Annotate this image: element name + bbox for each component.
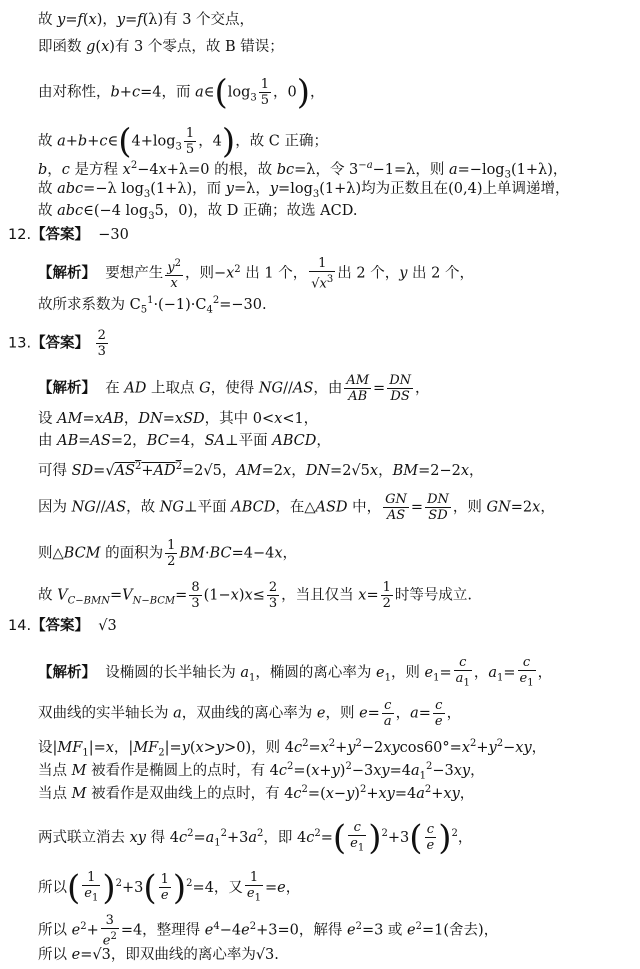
- text-line: 即函数 g(x)有 3 个零点，故 B 错误；: [38, 39, 284, 55]
- text-line: 设 AM=xAB，DN=xSD，其中 0<x<1，: [38, 411, 319, 427]
- text-line: 两式联立消去 xy 得 $4c^2=a_1^2+3a^2$，即 $4c^2=$( $\frac{c}{e_1}$ )$^2$+3( $\frac{c}{e}$ )$^2$，: [38, 817, 473, 858]
- text-line: 【解析】 要想产生 $\frac{y^2}{x}$ ，则$-x^2$ 出 1 个， $\frac{1}{√x^3}$ 出 2 个，y 出 2 个，: [38, 256, 474, 292]
- text-line: 设$|MF_1|=x$，$|MF_2|=y(x>y>0)$，则 $4c^2=x^2+y^2-2xycos60^\circ=x^2+y^2-xy$，: [38, 738, 547, 759]
- text-line: 14.【答案】 √3: [8, 618, 117, 634]
- text-line: 双曲线的实半轴长为 a，双曲线的离心率为 e，则 e= $\frac{c}{a}$ ，a= $\frac{c}{e}$ ，: [38, 698, 462, 729]
- text-line: 所以 e=√3，即双曲线的离心率为√3.: [38, 947, 279, 963]
- text-line: 由对称性，b+c=4，而 $a\in(\log_3$ $\frac{1}{5}$ ，0)，: [38, 72, 325, 113]
- text-line: 故 abc=−λ $\log_3(1+\lambda)$，而 y=λ，$y=\log_3(1+\lambda)$均为正数且在(0,4)上单调递增，: [38, 181, 570, 200]
- text-line: 当点 M 被看作是椭圆上的点时，有 $4c^2=(x+y)^2-3xy=4a_1^2-3xy$，: [38, 761, 485, 782]
- text-line: 可得 $SD=√AS^2+AD^2=2√5$，AM=2x，DN=2√5x，BM=2−2x，: [38, 461, 484, 479]
- text-line: 故 y=f(x)，y=f(λ)有 3 个交点，: [38, 12, 255, 28]
- text-line: 故 $a+b+c\in(4+\log_3$ $\frac{1}{5}$ ，4)，故 C 正确；: [38, 121, 328, 162]
- text-line: 当点 M 被看作是双曲线上的点时，有 $4c^2=(x-y)^2+xy=4a^2+xy$，: [38, 784, 475, 802]
- text-line: b，c 是方程 $x^2-4x+\lambda=0$ 的根，故 bc=λ，令 $3^{-a}-1=\lambda$，则 $a=-\log_3(1+\lambda)$，: [38, 160, 568, 181]
- text-line: 则△BCM 的面积为 $\frac{1}{2}$ BM·BC=4−4x，: [38, 538, 298, 569]
- text-line: 由 AB=AS=2，BC=4，SA⊥平面 ABCD，: [38, 433, 331, 449]
- text-line: 【解析】 设椭圆的长半轴长为 $a_1$，椭圆的离心率为 $e_1$，则 $e_1=$ $\frac{c}{a_1}$ ，$a_1=$ $\frac{c}{e_1}$ ，: [38, 655, 553, 689]
- text-line: 故所求系数为 $C_5^1\cdot(-1)\cdot C_4^2=-30$.: [38, 295, 267, 316]
- text-line: 因为 NG//AS，故 NG⊥平面 ABCD，在△ASD 中， $\frac{GN}{AS}$ = $\frac{DN}{SD}$ ，则 GN=2x，: [38, 492, 555, 523]
- text-line: 12.【答案】 −30: [8, 227, 129, 243]
- text-line: 所以( $\frac{1}{e_1}$ )$^2$+3( $\frac{1}{e}$ )$^2$=4，又 $\frac{1}{e_1}$ =e，: [38, 867, 301, 908]
- text-line: 故 abc∈(−4 $\log_35$，0)，故 D 正确；故选 ACD.: [38, 203, 358, 222]
- text-line: 所以 $e^2+$ $\frac{3}{e^2}$ =4，整理得 $e^4-4e^2+3=0$，解得 $e^2=3$ 或 $e^2=1$(舍去)，: [38, 913, 499, 949]
- text-line: 【解析】 在 AD 上取点 G，使得 NG//AS，由 $\frac{AM}{AB}$ = $\frac{DN}{DS}$ ，: [38, 373, 430, 404]
- text-line: 13.【答案】 $\frac{2}{3}$: [8, 328, 106, 359]
- text-line: 故 $V_{C-BMN}=V_{N-BCM}=$ $\frac{8}{3}$ (1−x)x≤ $\frac{2}{3}$ ，当且仅当 x= $\frac{1}{2}$ 时等号成立.: [38, 580, 472, 611]
